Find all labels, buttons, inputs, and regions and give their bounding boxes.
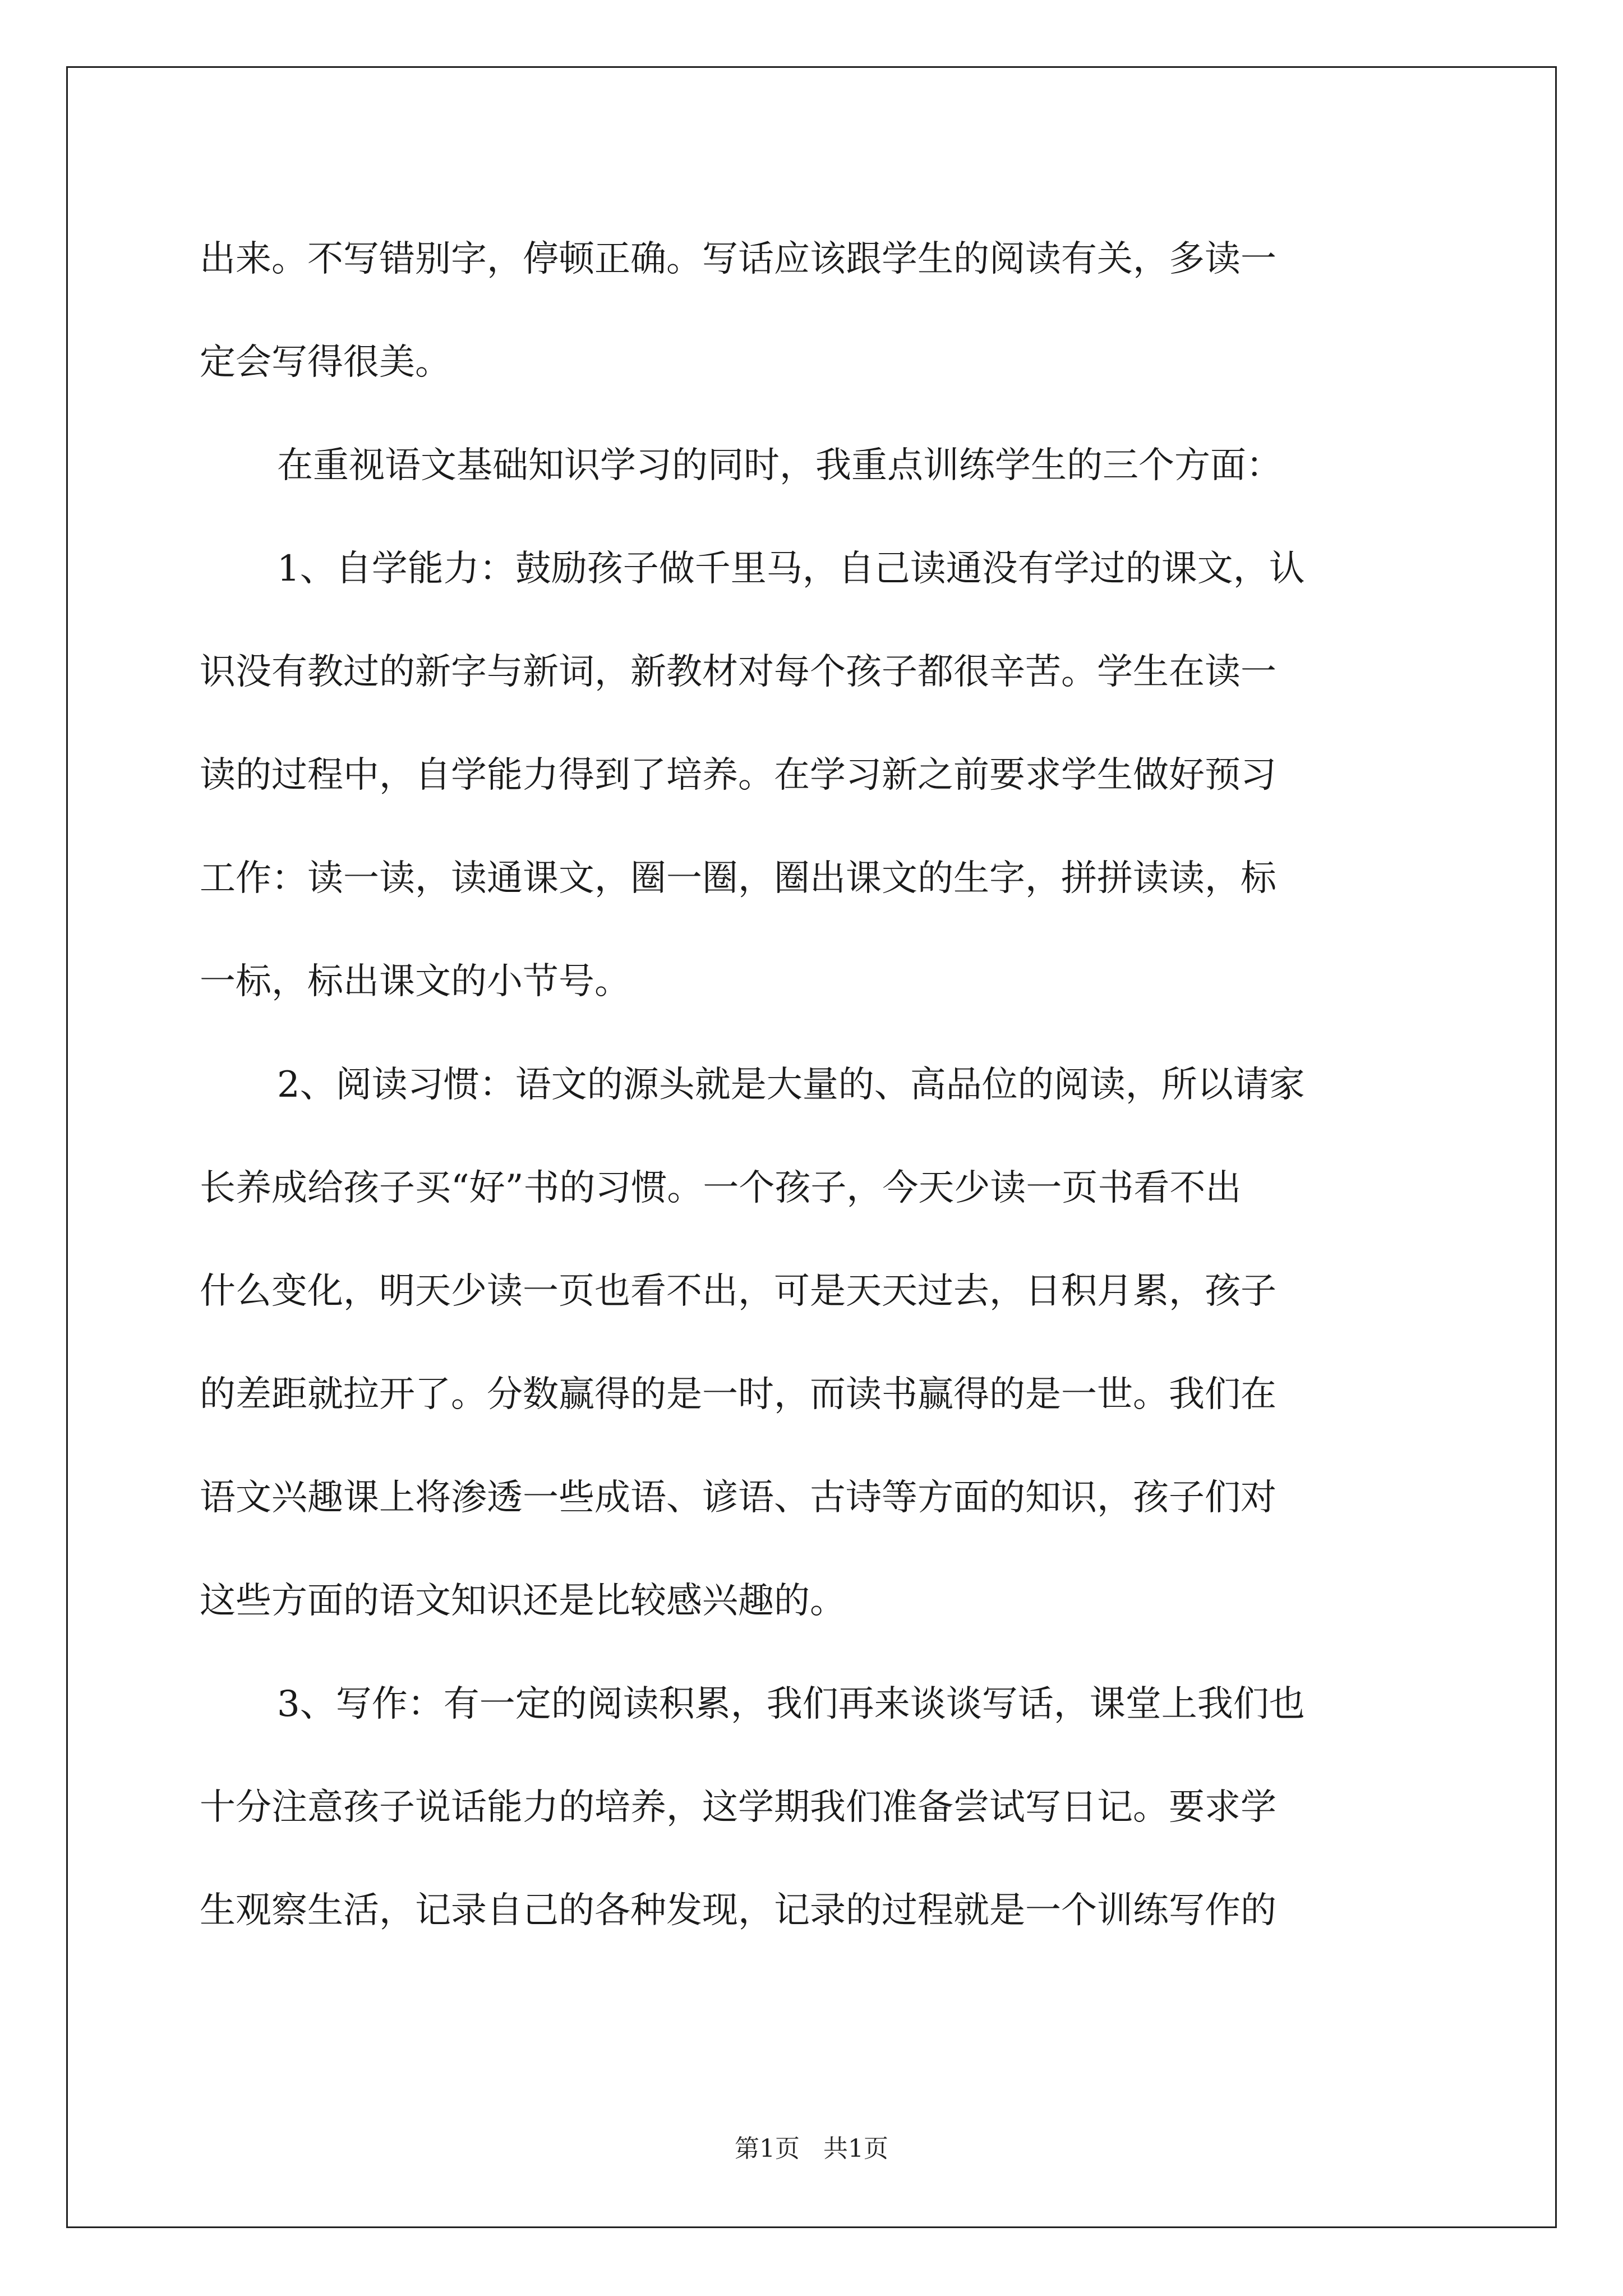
- text-line: 一标，标出课文的小节号。: [200, 961, 630, 1002]
- document-body: [200, 208, 1423, 1962]
- text-line-paragraph-start: 2、阅读习惯：语文的源头就是大量的、高品位的阅读，所以请家: [277, 1064, 1305, 1106]
- text-line: 什么变化，明天少读一页也看不出，可是天天过去，日积月累，孩子: [200, 1271, 1276, 1312]
- text-line: 读的过程中，自学能力得到了培养。在学习新之前要求学生做好预习: [200, 754, 1276, 796]
- page-footer: [0, 2128, 1623, 2164]
- text-line: 出来。不写错别字，停顿正确。写话应该跟学生的阅读有关，多读一: [200, 238, 1276, 280]
- text-line-paragraph-start: 1、自学能力：鼓励孩子做千里马，自己读通没有学过的课文，认: [277, 548, 1305, 590]
- text-line: 工作：读一读，读通课文，圈一圈，圈出课文的生字，拼拼读读，标: [200, 858, 1276, 899]
- text-line: 语文兴趣课上将渗透一些成语、谚语、古诗等方面的知识，孩子们对: [200, 1477, 1276, 1519]
- text-line: 这些方面的语文知识还是比较感兴趣的。: [200, 1580, 846, 1622]
- text-line-paragraph-start: 3、写作：有一定的阅读积累，我们再来谈谈写话，课堂上我们也: [277, 1683, 1305, 1725]
- page-number: 第1页: [735, 2134, 800, 2163]
- page-total: 共1页: [823, 2134, 888, 2163]
- text-line-paragraph-start: 在重视语文基础知识学习的同时，我重点训练学生的三个方面：: [277, 445, 1282, 486]
- text-line: 十分注意孩子说话能力的培养，这学期我们准备尝试写日记。要求学: [200, 1787, 1276, 1828]
- text-line: 的差距就拉开了。分数赢得的是一时，而读书赢得的是一世。我们在: [200, 1374, 1276, 1415]
- text-line: 识没有教过的新字与新词，新教材对每个孩子都很辛苦。学生在读一: [200, 651, 1276, 693]
- text-line: 长养成给孩子买“好”书的习惯。一个孩子，今天少读一页书看不出: [200, 1167, 1242, 1209]
- text-line: 定会写得很美。: [200, 342, 451, 383]
- text-line: 生观察生活，记录自己的各种发现，记录的过程就是一个训练写作的: [200, 1890, 1276, 1931]
